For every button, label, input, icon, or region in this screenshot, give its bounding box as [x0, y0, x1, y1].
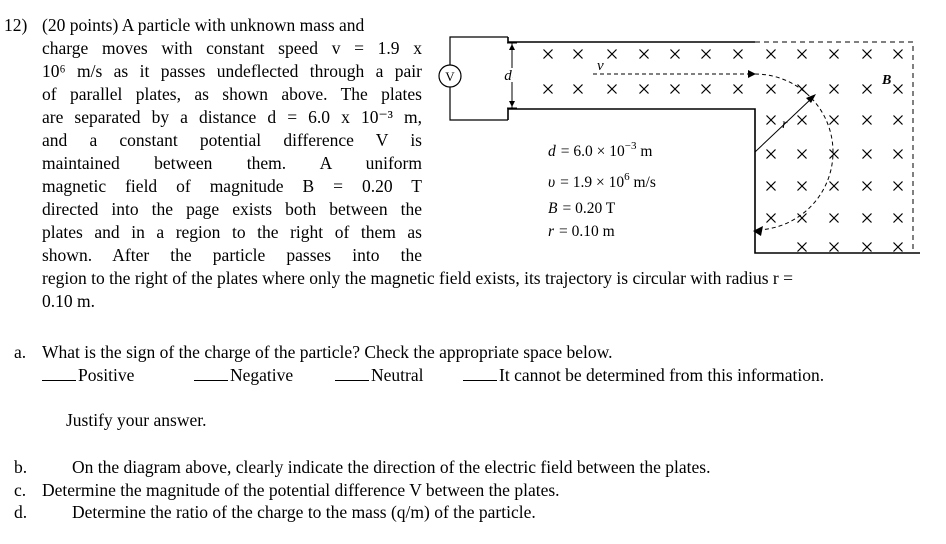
top-plate: [508, 37, 755, 42]
option-label: Positive: [78, 365, 135, 385]
field-x-mark: [894, 243, 903, 252]
field-x-mark: [767, 214, 776, 223]
field-x-mark: [830, 150, 839, 159]
field-x-mark: [830, 116, 839, 125]
part-c-text: Determine the magnitude of the potential difference V between the plates.: [42, 480, 560, 500]
part-a-option-undetermined[interactable]: [463, 364, 824, 387]
intro-line-0-text: A particle with unknown mass and: [121, 15, 365, 35]
intro-line-6: maintained between them. A uniform: [42, 153, 422, 173]
field-x-mark: [863, 85, 872, 94]
field-x-mark: [863, 182, 872, 191]
field-x-mark: [830, 214, 839, 223]
meter-label: V: [445, 69, 455, 84]
field-x-mark: [830, 243, 839, 252]
field-x-mark: [608, 85, 617, 94]
field-x-mark: [608, 50, 617, 59]
problem-points: (20 points): [42, 15, 119, 35]
field-x-mark: [894, 150, 903, 159]
field-x-mark: [574, 50, 583, 59]
problem-number: 12): [4, 15, 28, 35]
field-x-mark: [767, 116, 776, 125]
part-a-label: a.: [14, 342, 27, 362]
B-label: B: [882, 73, 892, 88]
field-x-mark: [830, 50, 839, 59]
field-x-mark: [863, 116, 872, 125]
field-x-mark: [863, 243, 872, 252]
field-x-mark: [830, 85, 839, 94]
field-x-mark: [671, 50, 680, 59]
option-label: Negative: [230, 365, 294, 385]
field-x-mark: [894, 85, 903, 94]
given-values: [548, 140, 656, 240]
given-r: r = 0.10 m: [548, 223, 615, 240]
field-x-mark: [863, 150, 872, 159]
intro-line-8: directed into the page exists both between the: [42, 199, 422, 219]
full-line-1: region to the right of the plates where only the magnetic field exists, its trajectory is circular with radius r =: [42, 268, 793, 288]
part-b-text: On the diagram above, clearly indicate the direction of the electric field between the plates.: [72, 457, 711, 477]
intro-line-4: are separated by a distance d = 6.0 x 10⁻³ m,: [42, 107, 422, 127]
part-a-justify: Justify your answer.: [66, 410, 207, 430]
problem-intro-line-0: [42, 14, 422, 37]
field-x-mark: [894, 182, 903, 191]
field-x-mark: [798, 243, 807, 252]
field-x-mark: [544, 50, 553, 59]
field-x-mark: [671, 85, 680, 94]
intro-line-5: and a constant potential difference V is: [42, 130, 422, 150]
given-B: B = 0.20 T: [548, 200, 616, 217]
intro-line-7: magnetic field of magnitude B = 0.20 T: [42, 176, 422, 196]
field-x-mark: [798, 150, 807, 159]
intro-line-3: of parallel plates, as shown above. The plates: [42, 84, 422, 104]
field-x-mark: [798, 50, 807, 59]
intro-line-2: 10⁶ m/s as it passes undeflected through a pair: [42, 61, 422, 81]
field-x-mark: [894, 116, 903, 125]
answer-blank[interactable]: [42, 366, 76, 381]
field-x-mark: [798, 85, 807, 94]
v-label: v: [597, 58, 604, 74]
field-x-mark: [574, 85, 583, 94]
given-d: $d = 6.0 \times 10^{-3}$ m: [548, 140, 653, 160]
part-a-option-neutral[interactable]: [335, 364, 423, 387]
part-a-option-negative[interactable]: [194, 364, 293, 387]
r-label: r: [782, 117, 788, 132]
intro-line-10: shown. After the particle passes into the: [42, 245, 422, 265]
field-x-mark: [544, 85, 553, 94]
field-x-mark: [734, 50, 743, 59]
answer-blank[interactable]: [335, 366, 369, 381]
field-x-mark: [863, 214, 872, 223]
circuit-field-diagram[interactable]: [430, 10, 920, 262]
field-x-mark: [640, 50, 649, 59]
field-x-mark: [798, 182, 807, 191]
full-line-2: 0.10 m.: [42, 291, 95, 311]
field-x-mark: [767, 182, 776, 191]
answer-blank[interactable]: [194, 366, 228, 381]
field-x-mark: [830, 182, 839, 191]
straight-path-arrow: [748, 70, 756, 78]
field-x-mark: [894, 50, 903, 59]
d-label: d: [504, 68, 512, 84]
option-label: It cannot be determined from this information.: [499, 365, 825, 385]
field-x-mark: [702, 50, 711, 59]
field-x-mark: [702, 85, 711, 94]
intro-line-9: plates and in a region to the right of them as: [42, 222, 422, 242]
field-x-mark: [767, 50, 776, 59]
answer-blank[interactable]: [463, 366, 497, 381]
circular-path: [755, 74, 833, 230]
part-d-label: d.: [14, 502, 28, 522]
field-x-mark: [798, 214, 807, 223]
part-a-question: What is the sign of the charge of the particle? Check the appropriate space below.: [42, 342, 613, 362]
separation-marker: [504, 43, 517, 108]
field-x-mark: [798, 116, 807, 125]
field-x-mark: [734, 85, 743, 94]
given-v: $\upsilon = 1.9 \times 10^6$ m/s: [548, 171, 656, 191]
option-label: Neutral: [371, 365, 424, 385]
field-x-mark: [767, 85, 776, 94]
part-c-label: c.: [14, 480, 27, 500]
field-x-mark: [863, 50, 872, 59]
part-b-label: b.: [14, 457, 28, 477]
voltmeter-icon: [439, 65, 461, 87]
field-x-mark: [640, 85, 649, 94]
part-a-option-positive[interactable]: [42, 364, 134, 387]
field-x-mark: [894, 214, 903, 223]
part-d-text: Determine the ratio of the charge to the mass (q/m) of the particle.: [72, 502, 536, 522]
field-x-mark: [767, 150, 776, 159]
intro-line-1: charge moves with constant speed v = 1.9 x: [42, 38, 422, 58]
